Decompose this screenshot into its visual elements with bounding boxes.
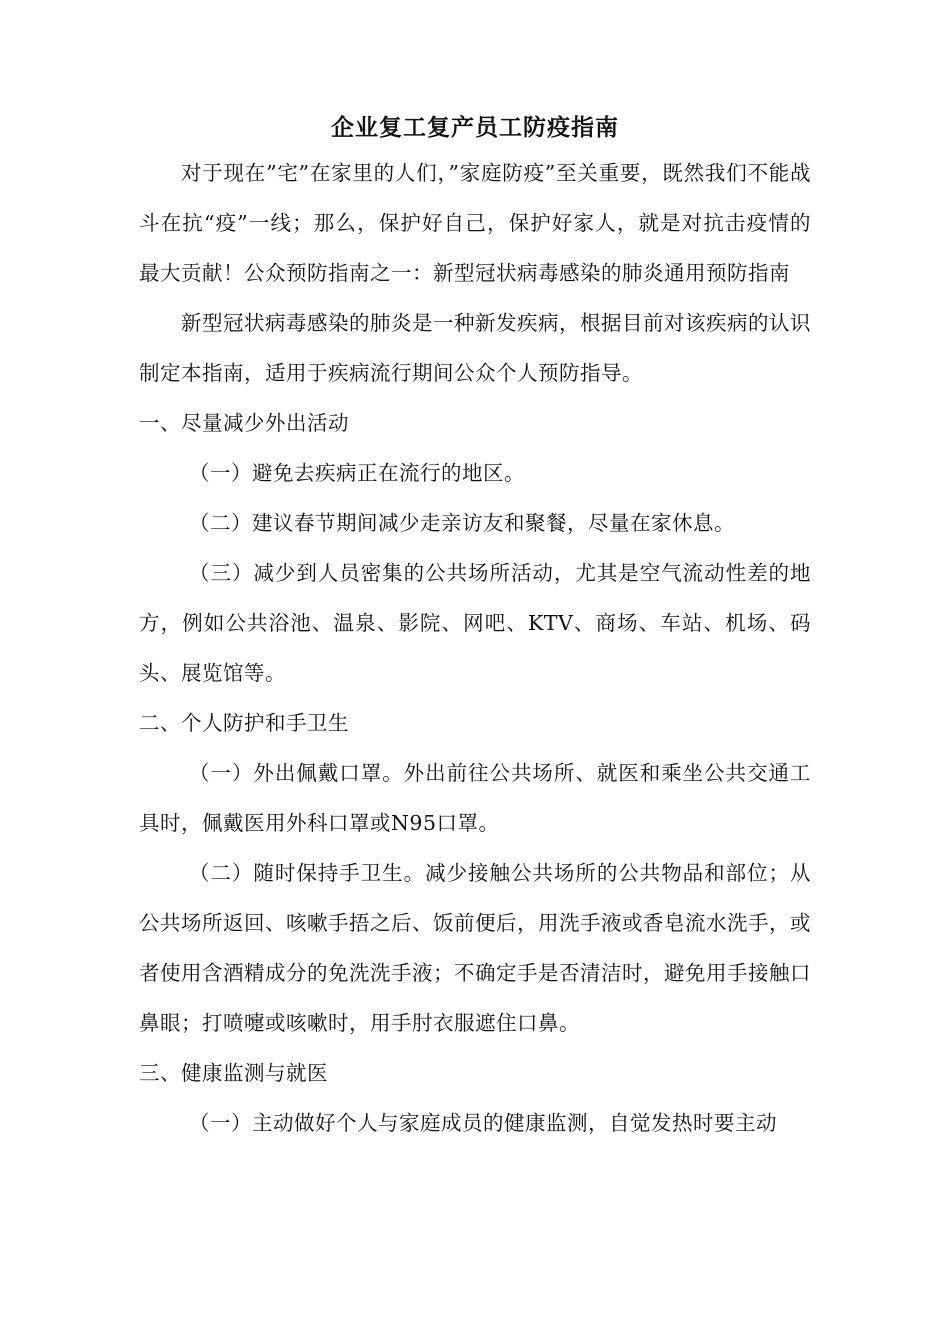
document-body — [139, 148, 811, 1148]
section-heading: 三、健康监测与就医 — [139, 1061, 328, 1085]
intro-paragraph: 新型冠状病毒感染的肺炎是一种新发疾病，根据目前对该疾病的认识制定本指南，适用于疾病流行期间公众个人预防指导。 — [139, 311, 811, 385]
section-item: （三）减少到人员密集的公共场所活动，尤其是空气流动性差的地方，例如公共浴池、温泉、影院、网吧、KTV、商场、车站、机场、码头、展览馆等。 — [139, 561, 811, 685]
section-heading: 二、个人防护和手卫生 — [139, 711, 349, 735]
section-heading: 一、尽量减少外出活动 — [139, 411, 349, 435]
intro-paragraph: 对于现在”宅”在家里的人们，”家庭防疫”至关重要，既然我们不能战斗在抗“疫”一线；那么，保护好自己，保护好家人，就是对抗击疫情的最大贡献！公众预防指南之一：新型冠状病毒感染的肺炎通用预防指南 — [139, 161, 811, 285]
section-item: （一）避免去疾病正在流行的地区。 — [189, 461, 525, 485]
section-item: （二）随时保持手卫生。减少接触公共场所的公共物品和部位；从公共场所返回、咳嗽手捂之后、饭前便后，用洗手液或香皂流水洗手，或者使用含酒精成分的免洗洗手液；不确定手是否清洁时，避免用手接触口鼻眼；打喷嚏或咳嗽时，用手肘衣服遮住口鼻。 — [139, 861, 811, 1035]
document-title: 企业复工复产员工防疫指南 — [331, 115, 619, 141]
section-item: （一）外出佩戴口罩。外出前往公共场所、就医和乘坐公共交通工具时，佩戴医用外科口罩或N95口罩。 — [139, 761, 811, 835]
section-item: （二）建议春节期间减少走亲访友和聚餐，尽量在家休息。 — [189, 511, 735, 535]
section-item: （一）主动做好个人与家庭成员的健康监测，自觉发热时要主动 — [189, 1111, 777, 1135]
